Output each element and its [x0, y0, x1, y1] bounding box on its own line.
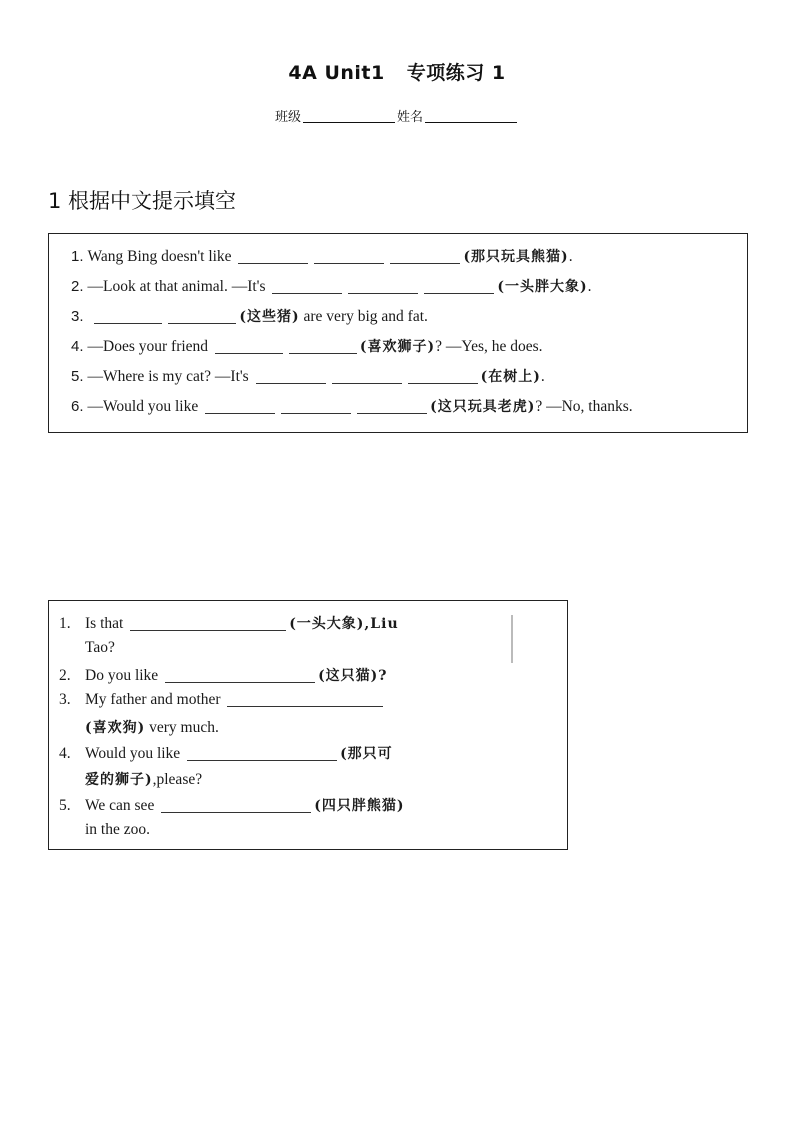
- section-1-heading: 1 根据中文提示填空: [48, 189, 237, 213]
- question-1-3: 3. (这些猪) are very big and fat.: [71, 308, 428, 325]
- answer-blank[interactable]: [332, 369, 402, 384]
- exercise-box-1: [48, 233, 748, 433]
- answer-blank[interactable]: [161, 798, 311, 813]
- answer-blank[interactable]: [205, 399, 275, 414]
- answer-blank[interactable]: [168, 309, 236, 324]
- title-unit: 4A Unit1: [288, 62, 385, 84]
- question-2-1: 1. Is that (一头大象),Liu: [59, 615, 399, 632]
- question-1-5: 5. —Where is my cat? —It's (在树上).: [71, 368, 545, 385]
- answer-blank[interactable]: [348, 279, 418, 294]
- question-2-5-cont: in the zoo.: [85, 821, 150, 838]
- question-2-1-cont: Tao?: [85, 639, 115, 656]
- answer-blank[interactable]: [357, 399, 427, 414]
- answer-blank[interactable]: [130, 616, 286, 631]
- name-label: 姓名: [397, 110, 424, 125]
- worksheet-title: [0, 58, 794, 85]
- answer-blank[interactable]: [165, 668, 315, 683]
- class-blank[interactable]: [303, 109, 395, 123]
- answer-blank[interactable]: [238, 249, 308, 264]
- answer-blank[interactable]: [390, 249, 460, 264]
- exercise-box-2: [48, 600, 568, 850]
- answer-blank[interactable]: [256, 369, 326, 384]
- answer-blank[interactable]: [314, 249, 384, 264]
- scan-edge-mark: [511, 615, 513, 663]
- question-1-2: 2. —Look at that animal. —It's (一头胖大象).: [71, 278, 592, 295]
- question-2-2: 2. Do you like (这只猫)?: [59, 667, 388, 684]
- answer-blank[interactable]: [289, 339, 357, 354]
- answer-blank[interactable]: [424, 279, 494, 294]
- name-blank[interactable]: [425, 109, 517, 123]
- title-subject: 专项练习 1: [406, 62, 506, 84]
- answer-blank[interactable]: [94, 309, 162, 324]
- class-name-line: [0, 106, 794, 125]
- answer-blank[interactable]: [281, 399, 351, 414]
- question-2-3: 3. My father and mother: [59, 691, 386, 709]
- question-1-4: 4. —Does your friend (喜欢狮子)? —Yes, he does.: [71, 338, 543, 355]
- question-1-6: 6. —Would you like (这只玩具老虎)? —No, thanks.: [71, 398, 633, 415]
- answer-blank[interactable]: [227, 692, 383, 707]
- question-1-1: 1. Wang Bing doesn't like (那只玩具熊猫).: [71, 248, 573, 265]
- question-2-3-cont: (喜欢狗) very much.: [85, 719, 219, 736]
- class-label: 班级: [274, 110, 301, 125]
- answer-blank[interactable]: [408, 369, 478, 384]
- question-2-4-cont: 爱的狮子),please?: [85, 771, 203, 788]
- question-2-5: 5. We can see (四只胖熊猫): [59, 797, 405, 814]
- answer-blank[interactable]: [187, 746, 337, 761]
- answer-blank[interactable]: [272, 279, 342, 294]
- answer-blank[interactable]: [215, 339, 283, 354]
- question-2-4: 4. Would you like (那只可: [59, 745, 393, 762]
